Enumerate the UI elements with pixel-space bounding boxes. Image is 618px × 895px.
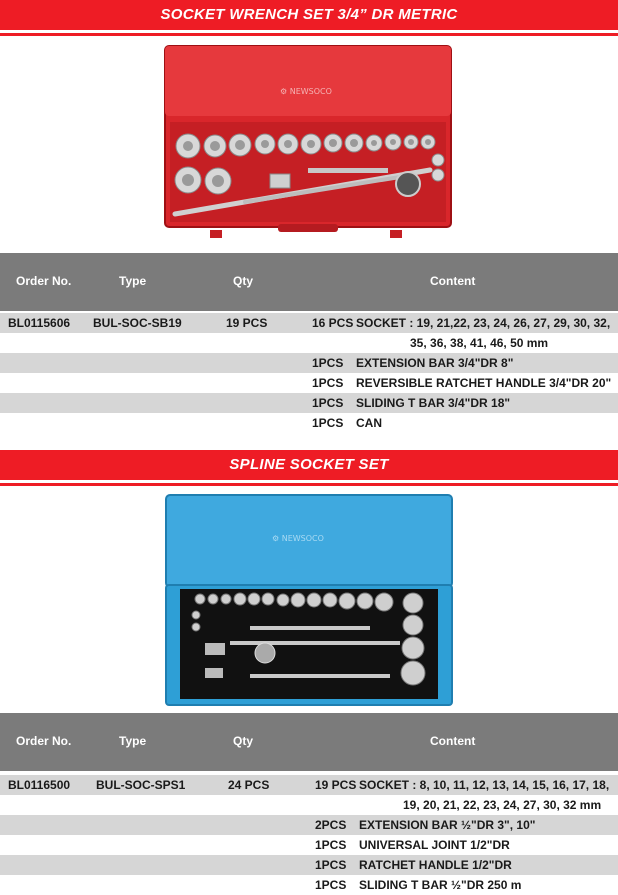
item-desc: EXTENSION BAR ½"DR 3", 10" — [359, 818, 536, 832]
header-content: Content — [430, 274, 476, 288]
item-desc: SOCKET : 8, 10, 11, 12, 13, 14, 15, 16, 17, 18, — [359, 778, 610, 792]
item-desc: 19, 20, 21, 22, 23, 24, 27, 30, 32 mm — [403, 798, 602, 812]
header-qty: Qty — [233, 734, 254, 748]
item-qty: 1PCS — [312, 396, 344, 410]
item-desc: RATCHET HANDLE 1/2"DR — [359, 858, 512, 872]
section-banner — [0, 450, 618, 483]
header-qty: Qty — [233, 274, 254, 288]
product-qty: 19 PCS — [226, 316, 268, 330]
table-row — [0, 835, 618, 855]
table-header — [0, 253, 618, 311]
section-title: SOCKET WRENCH SET 3/4” DR METRIC — [160, 6, 458, 23]
table-row — [0, 775, 618, 795]
table-row — [0, 855, 618, 875]
item-qty: 19 PCS — [315, 778, 357, 792]
table-row — [0, 373, 618, 393]
item-qty: 1PCS — [312, 416, 344, 430]
item-desc: 35, 36, 38, 41, 46, 50 mm — [410, 336, 549, 350]
table-row — [0, 795, 618, 815]
product-qty: 24 PCS — [228, 778, 270, 792]
order-number: BL0115606 — [8, 316, 71, 330]
item-qty: 1PCS — [315, 858, 347, 872]
header-type: Type — [119, 274, 147, 288]
table-row — [0, 313, 618, 333]
product-photo-spline-set — [160, 493, 460, 708]
item-qty: 1PCS — [312, 356, 344, 370]
header-content: Content — [430, 734, 476, 748]
table-header — [0, 713, 618, 771]
svg-text:⚙ NEWSOCO: ⚙ NEWSOCO — [272, 534, 324, 543]
item-qty: 1PCS — [315, 838, 347, 852]
product-photo-socket-set — [160, 42, 456, 247]
order-number: BL0116500 — [8, 778, 71, 792]
item-qty: 2PCS — [315, 818, 347, 832]
table-row — [0, 353, 618, 373]
product-type: BUL-SOC-SPS1 — [96, 778, 186, 792]
svg-text:⚙ NEWSOCO: ⚙ NEWSOCO — [280, 87, 332, 96]
header-order-no: Order No. — [16, 734, 72, 748]
section-banner — [0, 0, 618, 33]
item-desc: SOCKET : 19, 21,22, 23, 24, 26, 27, 29, 30, 32, — [356, 316, 611, 330]
item-desc: REVERSIBLE RATCHET HANDLE 3/4"DR 20" — [356, 376, 612, 390]
table-row — [0, 815, 618, 835]
section-title: SPLINE SOCKET SET — [229, 456, 389, 473]
header-order-no: Order No. — [16, 274, 72, 288]
item-qty: 16 PCS — [312, 316, 354, 330]
item-desc: EXTENSION BAR 3/4"DR 8" — [356, 356, 514, 370]
table-row — [0, 413, 618, 433]
item-desc: UNIVERSAL JOINT 1/2"DR — [359, 838, 510, 852]
table-row — [0, 875, 618, 895]
table-row — [0, 333, 618, 353]
item-qty: 1PCS — [315, 878, 347, 892]
item-desc: SLIDING T BAR 3/4"DR 18" — [356, 396, 511, 410]
product-type: BUL-SOC-SB19 — [93, 316, 182, 330]
table-row — [0, 393, 618, 413]
item-desc: SLIDING T BAR ½"DR 250 m — [359, 878, 522, 892]
item-desc: CAN — [356, 416, 382, 430]
header-type: Type — [119, 734, 147, 748]
item-qty: 1PCS — [312, 376, 344, 390]
